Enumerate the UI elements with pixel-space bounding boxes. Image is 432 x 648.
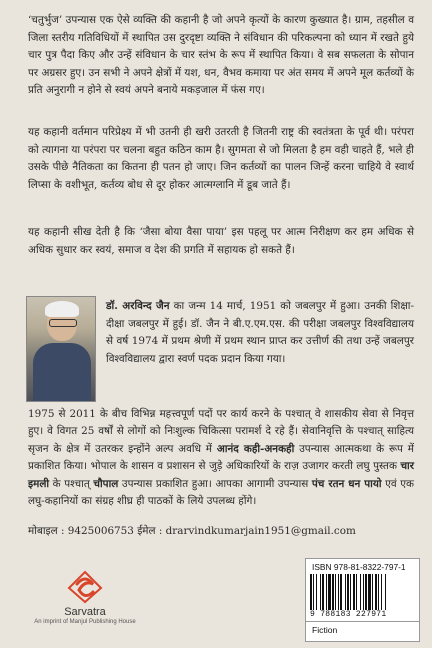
barcode-bars (310, 574, 415, 610)
career-text-5: एवं एक लघु-कहानियों का संग्रह शीघ्र ही पाठकों के लिये उपलब्ध होंगे। (28, 477, 415, 508)
publisher-logo (30, 570, 140, 640)
synopsis-paragraph-3: यह कहानी सीख देती है कि ‘जैसा बोया वैसा पाया’ इस पहलू पर आत्म निरीक्षण कर हम अधिक से अधिक सुधार कर स्वयं, समाज व देश की प्रगति में सहायक हो सकते हैं। (28, 226, 414, 256)
author-bio-text: का जन्म 14 मार्च, 1951 को जबलपुर में हुआ। उनकी शिक्षा-दीक्षा जबलपुर में हुई। डॉ. जैन ने बी.ए.एम.एस. की परीक्षा जबलपुर विश्वविद्यालय से वर्ष 1974 में प्रथम श्रेणी में प्रथम स्थान प्राप्त कर उत्तीर्ण की तथा उन्हें जबलपुर विश्वविद्यालय द्वारा स्वर्ण पदक प्रदान किया गया। (106, 300, 414, 365)
synopsis-paragraph-2: यह कहानी वर्तमान परिप्रेक्ष्य में भी उतनी ही खरी उतरती है जितनी राष्ट्र की स्वतंत्रता के पूर्व थी। परंपरा को त्यागना या परंपरा पर चलना बहुत कठिन काम है। सुगमता से जो मिलता है हम वही चाहते हैं, भले ही उसके पीछे नैतिकता का कितना ही पतन हो जाए। जिन कर्तव्यों का पालन जिन्हें करना चाहिये वे स्वार्थ लिप्सा के वशीभूत, कर्तव्य बोध से दूर होकर आत्मग्लानि में डूब जाते हैं। (28, 126, 414, 191)
publisher-tagline: An imprint of Manjul Publishing House (34, 619, 136, 625)
career-text-3: के पश्चात् (49, 477, 94, 490)
genre-label: Fiction (312, 625, 338, 635)
career-text-1: 1975 से 2011 के बीच विभिन्न महत्त्वपूर्ण पदों पर कार्य करने के पश्चात् वे शासकीय सेवा से निवृत्त हुए। वे विगत 25 वर्षों से लोगों को निःशुल्क चिकित्सा परामर्श दे रहे हैं। सेवानिवृत्ति के पश्चात् साहित्य सृजन के क्षेत्र में उतरकर इन्होंने अल्प अवधि में (28, 408, 414, 455)
publisher-name: Sarvatra (64, 606, 106, 618)
career-text-2: उपन्यास आत्मकथा के रूप में प्रकाशित किया। भोपाल के शासन व प्रशासन से जुड़े अधिकारियों के राज़ उजागर करती लघु पुस्तक (28, 442, 414, 473)
author-bio (106, 298, 414, 368)
author-career-paragraph (28, 406, 414, 510)
book-title-chaupal: चौपाल (93, 477, 119, 490)
barcode-digits: 9 788183 227971 (310, 610, 387, 619)
synopsis-paragraph-1: ‘चतुर्भुज’ उपन्यास एक ऐसे व्यक्ति की कहानी है जो अपने कृत्यों के कारण कुख्यात है। ग्राम, तहसील व जिला स्तरीय गतिविधियों में स्थापित उस दुरदृष्टा व्यक्ति ने संविधान की परिकल्पना को ध्यान में रखते हुये चार पुत्र पैदा किए और उन्हें संविधान के चार स्तंभ के रूप में स्थापित किया। वे सब सफलता के सोपान पर अग्रसर हुए। उन सभी ने अपने क्षेत्रों में यश, धन, वैभव कमाया पर अंत समय में अपने मूल कर्तव्यों के प्रति अनुरागी न होने से स्वयं अपने बनाये मकड़जाल में फंस गए। (28, 14, 414, 97)
author-name: डॉ. अरविन्द जैन (106, 300, 170, 312)
career-text-4: उपन्यास प्रकाशित हुआ। आपका आगामी उपन्यास (118, 477, 312, 490)
isbn-barcode (305, 558, 420, 642)
author-photo (26, 296, 96, 402)
book-title-anand: आनंद कही-अनकही (216, 442, 295, 455)
author-contact: मोबाइल : 9425006753 ईमेल : drarvindkumarjain1951@gmail.com (28, 525, 356, 537)
sarvatra-logo-icon (67, 570, 103, 604)
isbn-label: ISBN 978-81-8322-797-1 (312, 562, 406, 572)
book-title-char-imli: चार इमली (28, 460, 414, 490)
book-title-panch-ratan: पंच रतन धन पायो (311, 477, 382, 490)
